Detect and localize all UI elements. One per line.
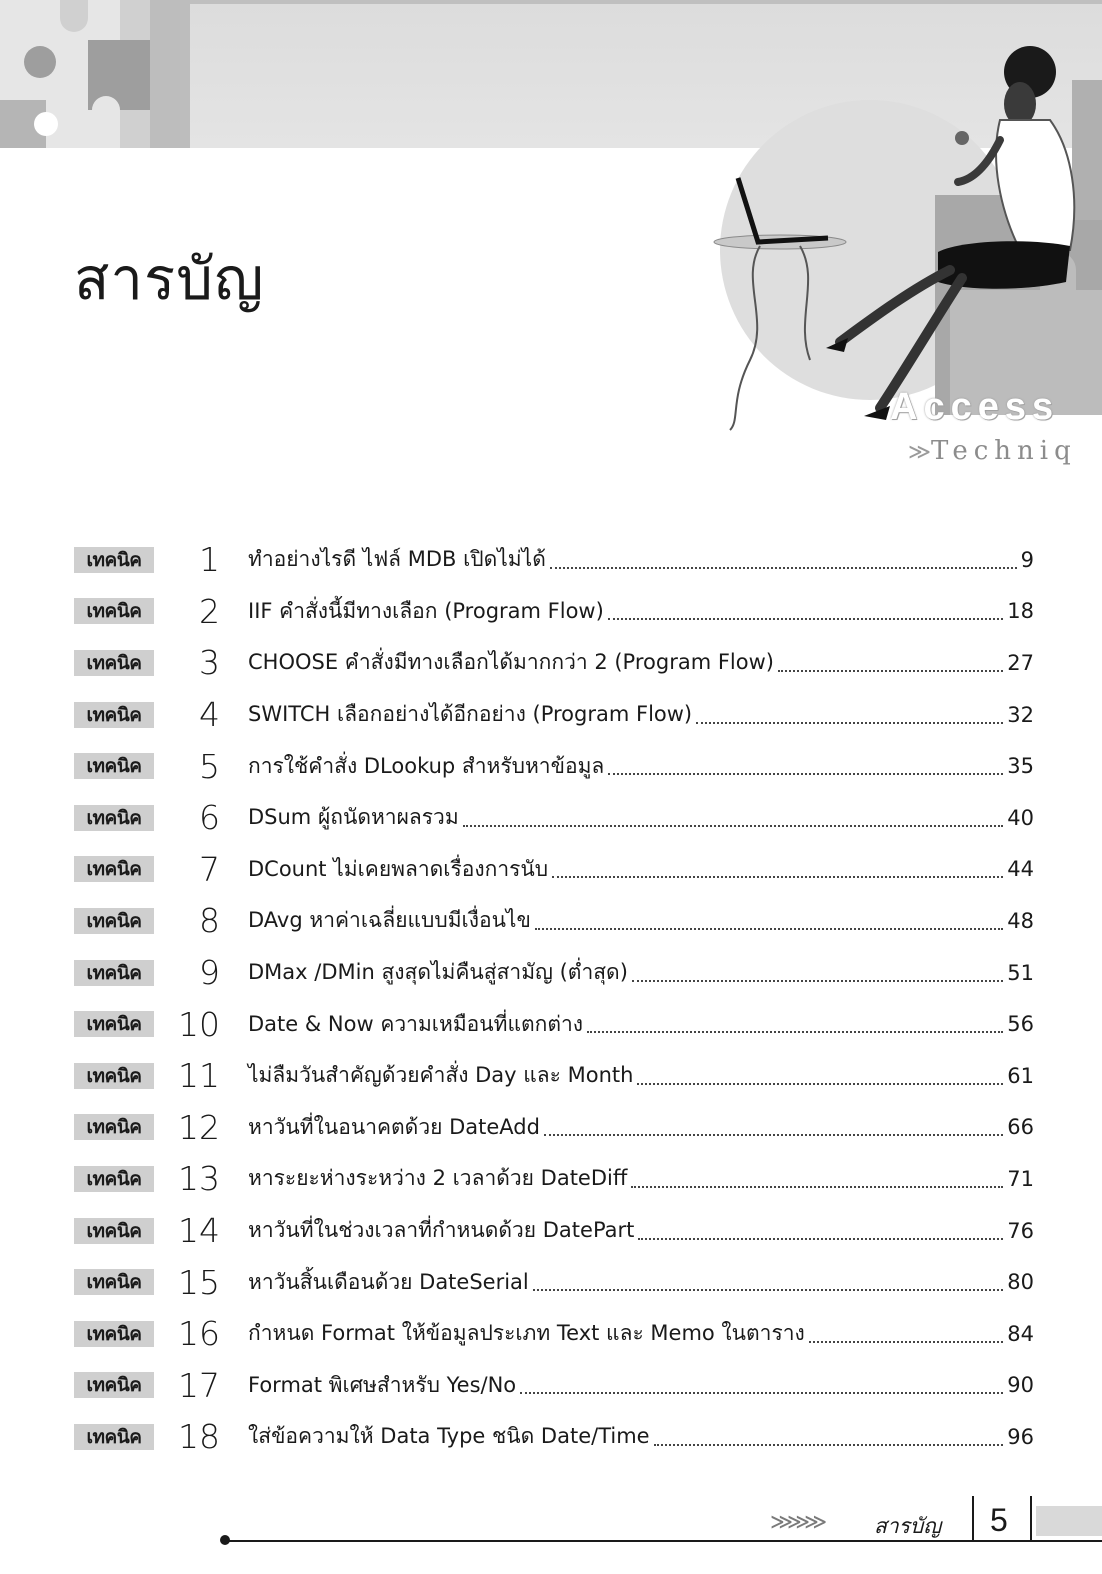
toc-entry[interactable] xyxy=(74,947,1034,999)
footer-rule xyxy=(224,1540,1102,1542)
toc-title: ใส่ข้อความให้ Data Type ชนิด Date/Time xyxy=(248,1424,650,1449)
toc-title: DCount ไม่เคยพลาดเรื่องการนับ xyxy=(248,856,549,881)
toc-number: 7 xyxy=(199,849,220,889)
toc-badge: เทคนิค xyxy=(74,1063,154,1089)
toc-badge: เทคนิค xyxy=(74,908,154,934)
toc-title: CHOOSE คำสั่งมีทางเลือกได้มากกว่า 2 (Program Flow) xyxy=(248,650,774,675)
toc-title: DSum ผู้ถนัดหาผลรวม xyxy=(248,805,459,830)
toc-entry[interactable] xyxy=(74,895,1034,947)
toc-badge: เทคนิค xyxy=(74,650,154,676)
toc-title: Format พิเศษสำหรับ Yes/No xyxy=(248,1372,517,1397)
toc-page-number: 27 xyxy=(1007,650,1034,675)
toc-dot-leader xyxy=(654,1444,1004,1446)
toc-entry[interactable] xyxy=(74,792,1034,844)
toc-badge: เทคนิค xyxy=(74,856,154,882)
toc-number: 6 xyxy=(199,798,220,838)
toc-number: 17 xyxy=(178,1365,220,1405)
toc-page-number: 66 xyxy=(1007,1115,1034,1140)
toc-page-number: 40 xyxy=(1007,805,1034,830)
toc-entry[interactable] xyxy=(74,586,1034,638)
toc-dot-leader xyxy=(535,928,1003,930)
toc-entry[interactable] xyxy=(74,637,1034,689)
toc-badge: เทคนิค xyxy=(74,1321,154,1347)
toc-entry[interactable] xyxy=(74,1153,1034,1205)
toc-entry[interactable] xyxy=(74,1360,1034,1412)
toc-entry[interactable] xyxy=(74,1102,1034,1154)
toc-title: DMax /DMin สูงสุดไม่คืนสู่สามัญ (ต่ำสุด) xyxy=(248,960,628,985)
toc-number: 3 xyxy=(199,643,220,683)
toc-page-number: 96 xyxy=(1007,1424,1034,1449)
brand-access-wordmark: Access xyxy=(890,386,1060,428)
toc-entry[interactable] xyxy=(74,740,1034,792)
toc-number: 11 xyxy=(178,1056,220,1096)
toc-dot-leader xyxy=(637,1083,1003,1085)
woman-with-laptop-illustration xyxy=(700,20,1102,440)
toc-badge: เทคนิค xyxy=(74,702,154,728)
toc-dot-leader xyxy=(696,722,1003,724)
toc-number: 8 xyxy=(199,901,220,941)
toc-page-number: 80 xyxy=(1007,1270,1034,1295)
toc-number: 1 xyxy=(199,540,220,580)
footer-page-number: 5 xyxy=(990,1502,1008,1538)
toc-entry[interactable] xyxy=(74,689,1034,741)
toc-dot-leader xyxy=(587,1031,1003,1033)
toc-entry[interactable] xyxy=(74,998,1034,1050)
toc-badge: เทคนิค xyxy=(74,1269,154,1295)
footer-divider xyxy=(1030,1496,1032,1542)
toc-badge: เทคนิค xyxy=(74,1424,154,1450)
toc-title: การใช้คำสั่ง DLookup สำหรับหาข้อมูล xyxy=(248,753,605,778)
toc-page-number: 90 xyxy=(1007,1373,1034,1398)
toc-page-number: 84 xyxy=(1007,1321,1034,1346)
toc-page-number: 18 xyxy=(1007,599,1034,624)
toc-page-number: 51 xyxy=(1007,960,1034,985)
table-of-contents xyxy=(74,534,1034,1463)
toc-badge: เทคนิค xyxy=(74,1011,154,1037)
footer-gray-block xyxy=(1036,1506,1102,1536)
toc-number: 12 xyxy=(178,1107,220,1147)
toc-badge: เทคนิค xyxy=(74,1372,154,1398)
puzzle-pieces-icon xyxy=(0,0,200,150)
toc-title: กำหนด Format ให้ข้อมูลประเภท Text และ Memo ในตาราง xyxy=(248,1321,805,1346)
toc-entry[interactable] xyxy=(74,534,1034,586)
toc-page-number: 76 xyxy=(1007,1218,1034,1243)
toc-page-number: 44 xyxy=(1007,857,1034,882)
toc-badge: เทคนิค xyxy=(74,753,154,779)
toc-number: 15 xyxy=(178,1262,220,1302)
toc-badge: เทคนิค xyxy=(74,1166,154,1192)
footer-chevrons-icon: ≫≫≫ xyxy=(770,1510,822,1535)
toc-title: DAvg หาค่าเฉลี่ยแบบมีเงื่อนไข xyxy=(248,908,531,933)
toc-number: 14 xyxy=(178,1211,220,1251)
toc-title: Date & Now ความเหมือนที่แตกต่าง xyxy=(248,1011,584,1036)
toc-page-number: 61 xyxy=(1007,1063,1034,1088)
toc-page-number: 71 xyxy=(1007,1166,1034,1191)
brand-technique-text: Techniq xyxy=(931,436,1077,466)
brand-technique-wordmark xyxy=(908,436,1077,466)
toc-dot-leader xyxy=(552,876,1003,878)
toc-entry[interactable] xyxy=(74,1411,1034,1463)
toc-dot-leader xyxy=(638,1238,1003,1240)
toc-title: หาวันที่ในอนาคตด้วย DateAdd xyxy=(248,1114,540,1139)
toc-dot-leader xyxy=(778,670,1003,672)
toc-entry[interactable] xyxy=(74,844,1034,896)
toc-dot-leader xyxy=(544,1134,1003,1136)
toc-number: 16 xyxy=(178,1314,220,1354)
toc-number: 5 xyxy=(199,746,220,786)
toc-title: หาวันที่ในช่วงเวลาที่กำหนดด้วย DatePart xyxy=(248,1218,635,1243)
toc-number: 2 xyxy=(199,591,220,631)
toc-dot-leader xyxy=(809,1341,1003,1343)
toc-title: ทำอย่างไรดี ไฟล์ MDB เปิดไม่ได้ xyxy=(248,547,546,572)
page-title: สารบัญ xyxy=(74,245,265,313)
toc-dot-leader xyxy=(631,1186,1003,1188)
toc-page-number: 32 xyxy=(1007,702,1034,727)
toc-badge: เทคนิค xyxy=(74,547,154,573)
toc-title: ไม่ลืมวันสำคัญด้วยคำสั่ง Day และ Month xyxy=(248,1063,634,1088)
toc-title: หาระยะห่างระหว่าง 2 เวลาด้วย DateDiff xyxy=(248,1166,628,1191)
footer-divider xyxy=(972,1496,974,1542)
toc-entry[interactable] xyxy=(74,1256,1034,1308)
toc-badge: เทคนิค xyxy=(74,805,154,831)
footer-section-label: สารบัญ xyxy=(874,1514,942,1538)
toc-title: IIF คำสั่งนี้มีทางเลือก (Program Flow) xyxy=(248,598,604,623)
toc-badge: เทคนิค xyxy=(74,960,154,986)
toc-page-number: 56 xyxy=(1007,1012,1034,1037)
toc-page-number: 48 xyxy=(1007,908,1034,933)
toc-dot-leader xyxy=(608,773,1003,775)
toc-dot-leader xyxy=(632,980,1003,982)
toc-entry[interactable] xyxy=(74,1205,1034,1257)
toc-number: 18 xyxy=(178,1417,220,1457)
toc-dot-leader xyxy=(463,825,1004,827)
toc-badge: เทคนิค xyxy=(74,598,154,624)
toc-page-number: 35 xyxy=(1007,754,1034,779)
toc-dot-leader xyxy=(533,1289,1004,1291)
toc-badge: เทคนิค xyxy=(74,1218,154,1244)
toc-number: 13 xyxy=(178,1159,220,1199)
double-chevron-icon: ≫ xyxy=(908,440,932,465)
toc-dot-leader xyxy=(520,1392,1003,1394)
toc-number: 4 xyxy=(199,695,220,735)
toc-dot-leader xyxy=(608,618,1003,620)
toc-title: SWITCH เลือกอย่างได้อีกอย่าง (Program Flow) xyxy=(248,702,693,727)
toc-title: หาวันสิ้นเดือนด้วย DateSerial xyxy=(248,1269,529,1294)
toc-number: 10 xyxy=(178,1004,220,1044)
toc-badge: เทคนิค xyxy=(74,1114,154,1140)
toc-number: 9 xyxy=(199,953,220,993)
toc-page-number: 9 xyxy=(1020,547,1034,572)
toc-entry[interactable] xyxy=(74,1050,1034,1102)
toc-entry[interactable] xyxy=(74,1308,1034,1360)
toc-dot-leader xyxy=(550,567,1017,569)
